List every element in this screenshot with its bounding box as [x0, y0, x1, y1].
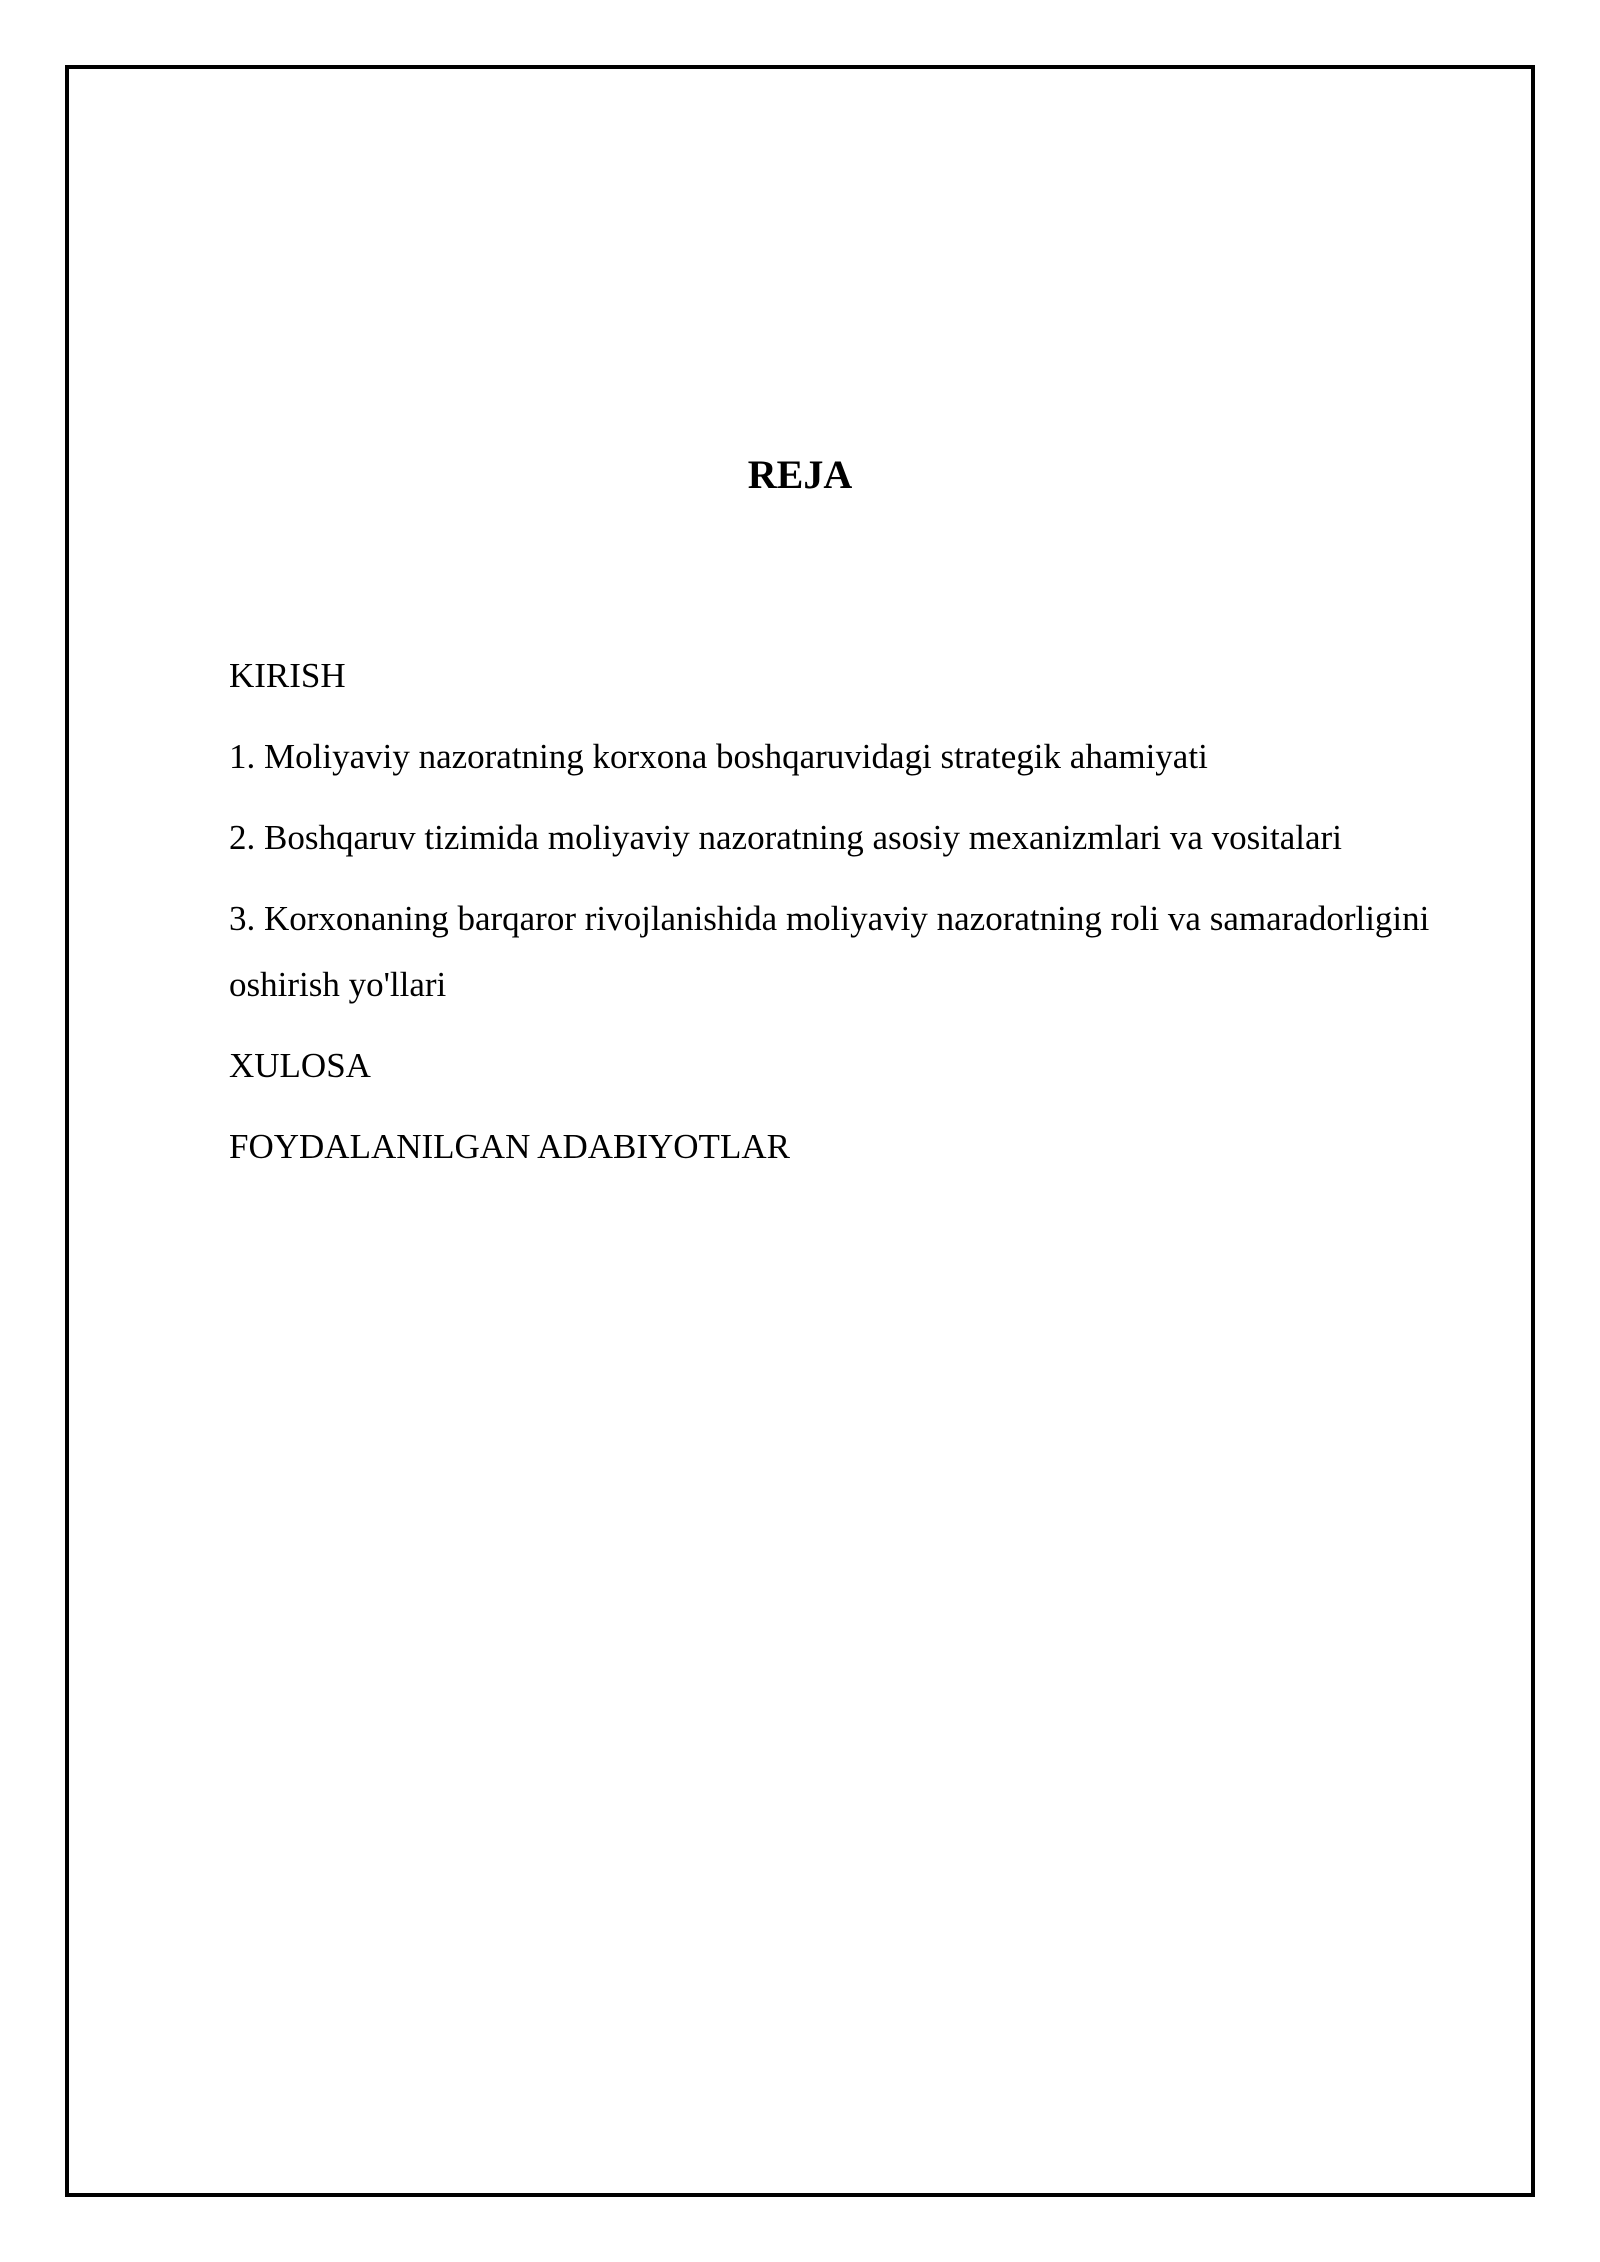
- toc-item-references: FOYDALANILGAN ADABIYOTLAR: [229, 1127, 790, 1166]
- page-title: REJA: [747, 452, 853, 497]
- toc-item-conclusion: XULOSA: [229, 1046, 371, 1085]
- toc-item-section-1: 1. Moliyaviy nazoratning korxona boshqaruvidagi strategik ahamiyati: [229, 737, 1208, 776]
- table-of-contents: [229, 643, 1469, 1195]
- toc-item-section-2: 2. Boshqaruv tizimida moliyaviy nazoratning asosiy mexanizmlari va vositalari: [229, 818, 1342, 857]
- toc-item-section-3: 3. Korxonaning barqaror rivojlanishida moliyaviy nazoratning roli va samaradorligini oshirish yo'llari: [229, 899, 1430, 1004]
- toc-item-introduction: KIRISH: [229, 656, 346, 695]
